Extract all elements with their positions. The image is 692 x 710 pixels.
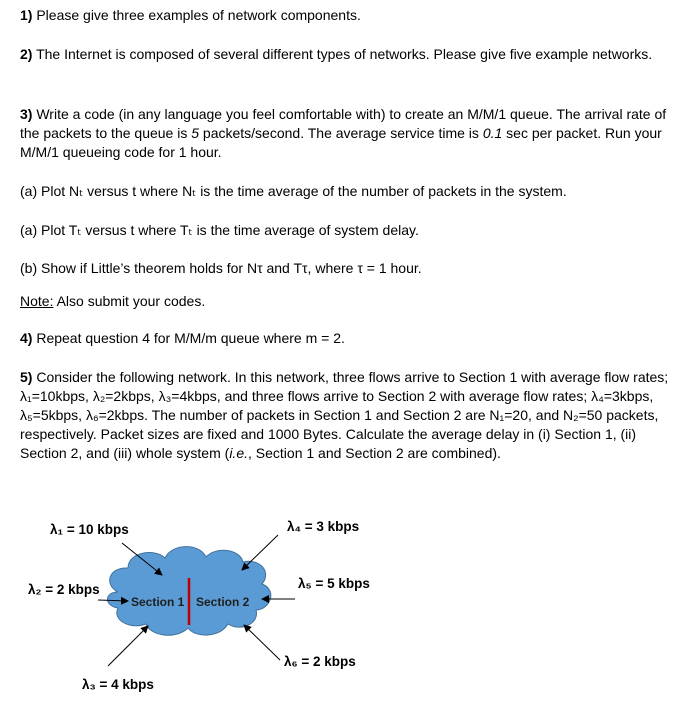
lambda5-label: λ₅ = 5 kbps: [298, 576, 370, 591]
question-3-service: 0.1: [482, 125, 503, 141]
question-5-text-b: , Section 1 and Section 2 are combined).: [248, 445, 501, 461]
question-3-text-a: Write a code (in any language you feel comfortable with) to create an M/M/1 queue. The arrival rate of the packets to the queue is: [20, 106, 667, 141]
question-4-text: Repeat question 4 for M/M/m queue where m = 2.: [32, 330, 345, 346]
question-2-number: 2): [20, 46, 33, 62]
question-5-number: 5): [20, 369, 33, 385]
lambda4-label: λ₄ = 3 kbps: [287, 519, 360, 534]
lambda1-label: λ₁ = 10 kbps: [50, 522, 129, 537]
arrow-lambda6: [244, 625, 280, 660]
question-4-number: 4): [20, 330, 33, 346]
lambda6-label: λ₆ = 2 kbps: [284, 654, 356, 669]
question-3-rate: 5: [191, 125, 200, 141]
arrow-lambda3: [108, 626, 148, 666]
question-3a: (a) Plot Nₜ versus t where Nₜ is the time average of the number of packets in the system.: [20, 183, 567, 199]
note-text: Also submit your codes.: [53, 293, 206, 309]
question-3-text-c: sec per packet. Run your M/M/1 queueing code for 1 hour.: [20, 125, 662, 160]
note-label: Note:: [20, 293, 54, 309]
question-2-text: The Internet is composed of several different types of networks. Please give five example networks.: [32, 46, 653, 62]
question-3a-second: (a) Plot Tₜ versus t where Tₜ is the time average of system delay.: [20, 222, 419, 238]
question-3b: (b) Show if Little’s theorem holds for Nτ and Tτ, where τ = 1 hour.: [20, 260, 422, 276]
question-1-number: 1): [20, 7, 33, 23]
section2-label: Section 2: [196, 595, 250, 609]
question-3-text-b: packets/second. The average service time is: [199, 125, 483, 141]
question-5-text-a: Consider the following network. In this network, three flows arrive to Section 1 with average flow rates; λ₁=10kbps, λ₂=2kbps, λ₃=4kbps, and three flows arrive to Section 2 with average flow rates; λ₄=3kbps, λ₅=5kbps, λ₆=2kbps. The number of packets in Section 1 and Section 2 are N₁=20, and N₂=50 packets, respectively. Packet sizes are fixed and 1000 Bytes. Calculate the average delay in (i) Section 1, (ii) Section 2, and (iii) whole system (: [20, 369, 669, 461]
question-5-ie: i.e.: [229, 445, 248, 461]
question-1-text: Please give three examples of network components.: [32, 7, 361, 23]
question-3-number: 3): [20, 106, 33, 122]
lambda3-label: λ₃ = 4 kbps: [82, 677, 154, 692]
lambda2-label: λ₂ = 2 kbps: [28, 582, 100, 597]
section1-label: Section 1: [131, 595, 185, 609]
